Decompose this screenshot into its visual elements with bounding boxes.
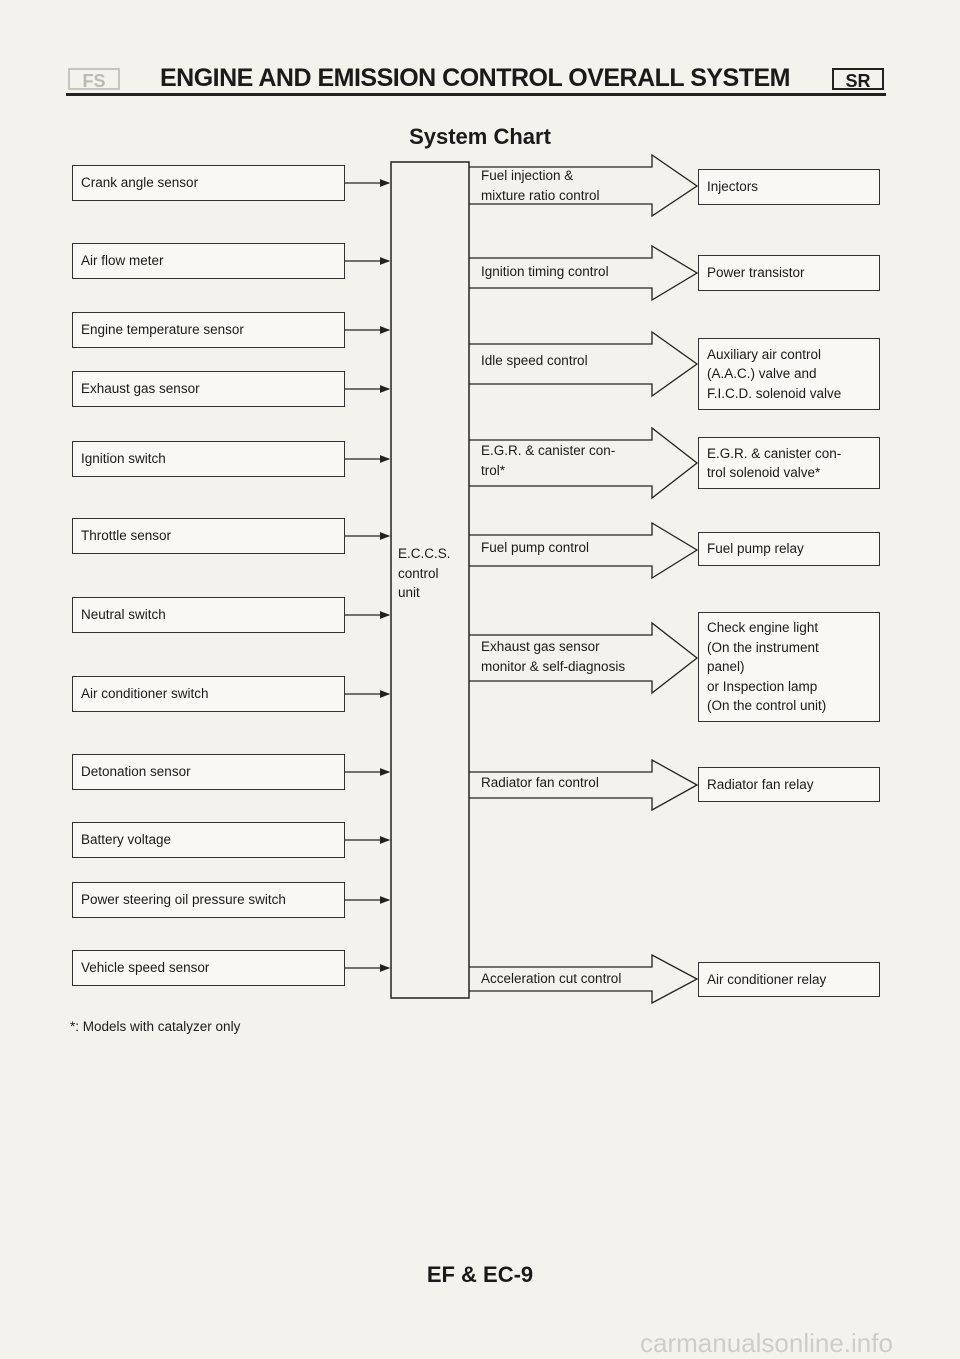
control-label: Fuel pump control: [481, 540, 590, 555]
input-box: [72, 822, 345, 858]
output-label: Auxiliary air control (A.A.C.) valve and F.I.C.D. solenoid valve: [707, 346, 842, 401]
output-label: E.G.R. & canister con- trol solenoid valve*: [707, 445, 842, 480]
input-box: [72, 165, 345, 201]
input-label: Neutral switch: [81, 607, 166, 623]
input-box: [72, 312, 345, 348]
output-box: [698, 767, 880, 802]
input-box: [72, 518, 345, 554]
control-label: Radiator fan control: [481, 775, 599, 790]
input-box: [72, 441, 345, 477]
output-box: [698, 962, 880, 997]
input-label: Ignition switch: [81, 451, 166, 467]
input-box: [72, 882, 345, 918]
control-label: E.G.R. & canister con- trol*: [481, 443, 616, 478]
section-badge-right: SR: [832, 68, 884, 90]
output-label: Air conditioner relay: [707, 971, 827, 987]
input-label: Vehicle speed sensor: [81, 960, 210, 976]
control-label: Idle speed control: [481, 353, 588, 368]
watermark: carmanualsonline.info: [640, 1328, 893, 1358]
page-number: EF & EC-9: [426, 1262, 534, 1287]
chart-title: System Chart: [409, 124, 551, 149]
control-label: Fuel injection & mixture ratio control: [481, 168, 600, 203]
ecu-label: E.C.C.S. control unit: [398, 546, 451, 600]
output-box: [698, 255, 880, 291]
output-box: [698, 532, 880, 566]
input-box: [72, 243, 345, 279]
page-header-title: ENGINE AND EMISSION CONTROL OVERALL SYSTEM: [160, 64, 790, 92]
footnote: *: Models with catalyzer only: [70, 1019, 241, 1034]
input-label: Battery voltage: [81, 832, 172, 848]
input-box: [72, 950, 345, 986]
output-box: [698, 612, 880, 722]
input-box: [72, 371, 345, 407]
input-label: Engine temperature sensor: [81, 322, 244, 338]
output-box: [698, 169, 880, 205]
output-label: Power transistor: [707, 265, 805, 281]
input-label: Power steering oil pressure switch: [81, 892, 286, 908]
control-label: Exhaust gas sensor monitor & self-diagnosis: [481, 639, 626, 674]
input-label: Throttle sensor: [81, 528, 172, 544]
control-label: Ignition timing control: [481, 264, 609, 279]
input-box: [72, 597, 345, 633]
output-box: [698, 338, 880, 410]
input-label: Crank angle sensor: [81, 175, 199, 191]
output-label: Check engine light (On the instrument panel) or Inspection lamp (On the control unit): [707, 620, 827, 714]
input-box: [72, 676, 345, 712]
input-box: [72, 754, 345, 790]
output-label: Fuel pump relay: [707, 541, 804, 557]
output-label: Injectors: [707, 179, 759, 195]
output-label: Radiator fan relay: [707, 776, 814, 792]
input-label: Air conditioner switch: [81, 686, 209, 702]
control-label: Acceleration cut control: [481, 971, 622, 986]
output-box: [698, 437, 880, 489]
input-label: Detonation sensor: [81, 764, 191, 780]
section-badge-left: FS: [68, 68, 120, 90]
input-label: Exhaust gas sensor: [81, 381, 200, 397]
input-label: Air flow meter: [81, 253, 164, 269]
